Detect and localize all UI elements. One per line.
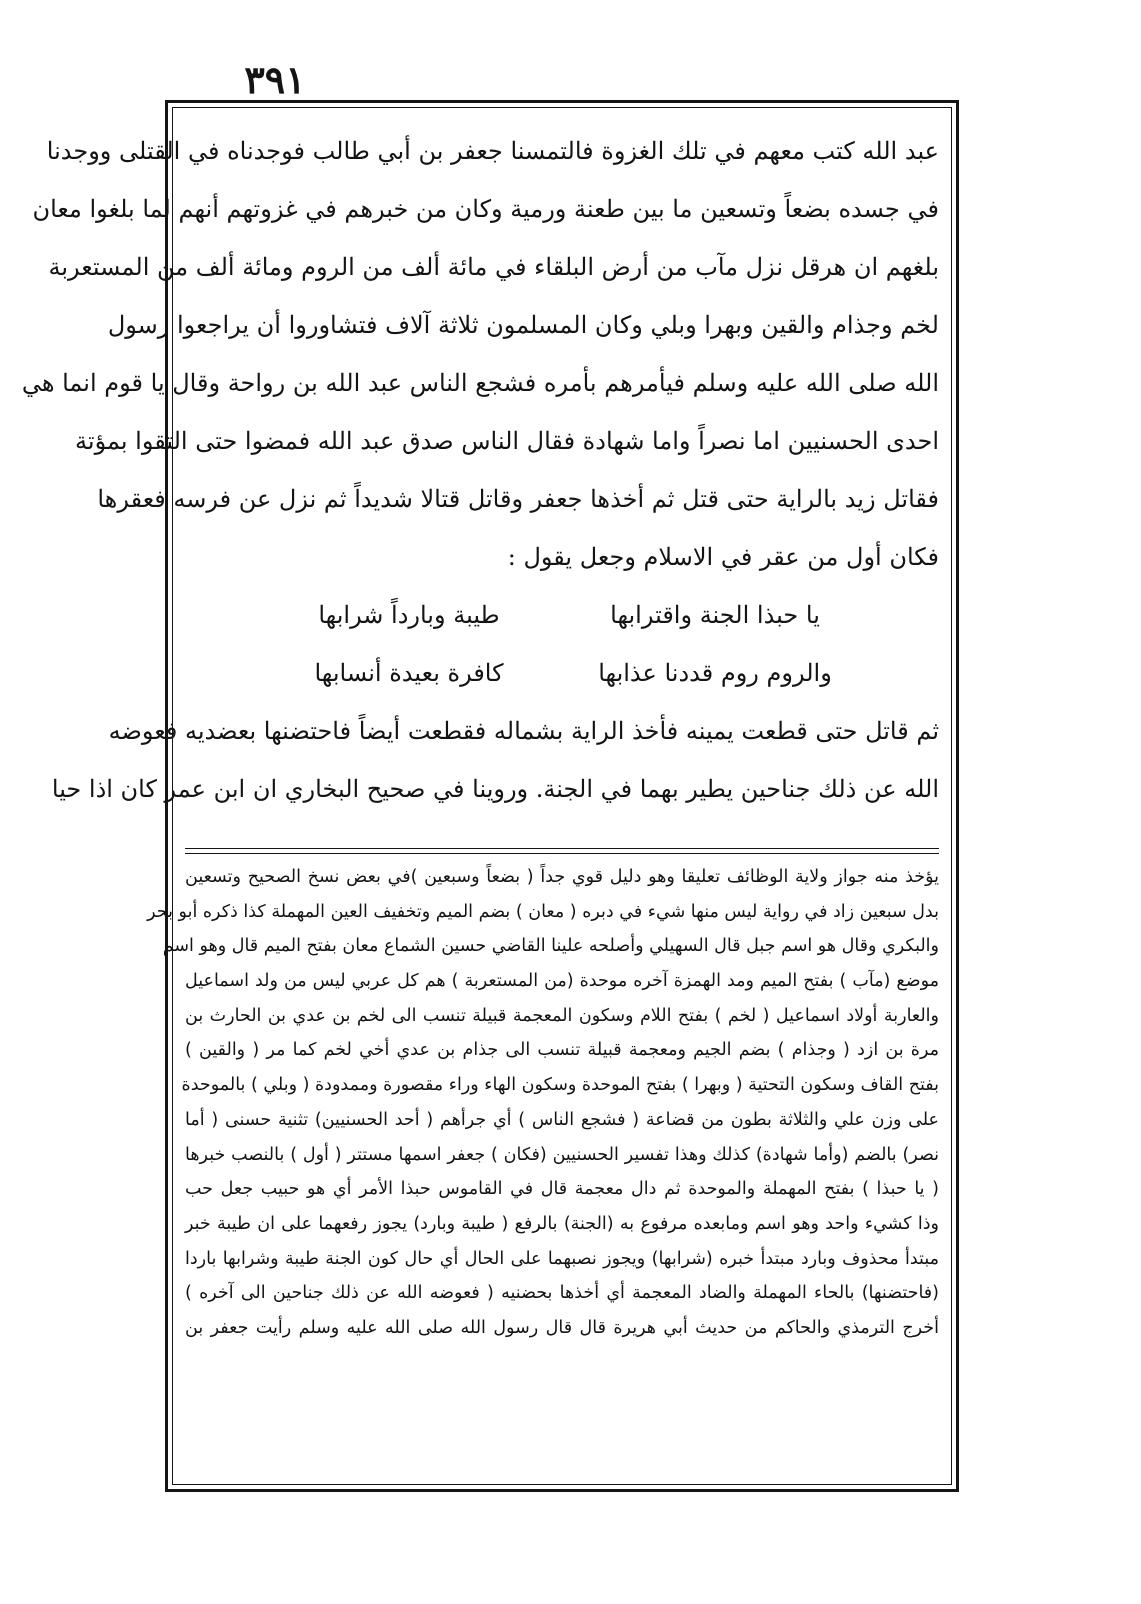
footnote-line: نصر) بالضم (وأما شهادة) كذلك وهذا تفسير الحسنيين (فكان ) جعفر اسمها مستتر ( أول ) بالنصب خبرها — [185, 1144, 939, 1165]
footnote-line: يؤخذ منه جواز ولاية الوظائف تعليقا وهو دليل قوي جداً ( بضعاً وسبعين )في بعض نسخ الصحيح وتسعين — [185, 867, 939, 887]
footnote-line: ( يا حبذا ) بفتح المهملة والموحدة ثم دال معجمة قال في القاموس حبذا الأمر أي هو حبيب جعل حب — [185, 1179, 939, 1200]
main-text-line: لخم وجذام والقين وبهرا وبلي وكان المسلمون ثلاثة آلاف فتشاوروا أن يراجعوا رسول — [107, 311, 939, 339]
footnotes-block — [147, 860, 939, 1346]
footnote-line: والعاربة أولاد اسماعيل ( لخم ) بفتح اللام وسكون المعجمة قبيلة تنسب الى لخم بن عدي بن الحارث بن — [185, 1005, 939, 1026]
main-text-line: ثم قاتل حتى قطعت يمينه فأخذ الراية بشماله فقطعت أيضاً فاحتضنها بعضديه فعوضه — [108, 717, 939, 745]
footnote-line: والبكري وقال هو اسم جبل قال السهيلي وأصلحه علينا القاضي حسين الشماع معان بفتح الميم قال وهو اسم — [162, 936, 939, 957]
main-text-line: بلغهم ان هرقل نزل مآب من أرض البلقاء في مائة ألف من الروم ومائة ألف من المستعربة — [48, 253, 939, 281]
verse-first-hemistich: والروم روم قددنا عذابها — [598, 659, 832, 687]
page-frame — [21, 100, 959, 1492]
page-number: ٣٩١ — [244, 57, 306, 102]
main-text-line: فقاتل زيد بالراية حتى قتل ثم أخذها جعفر وقاتل قتالا شديداً ثم نزل عن فرسه فعقرها — [97, 485, 939, 513]
poem-verse — [185, 644, 939, 702]
footnote-line: وذا كشيء واحد وهو اسم ومابعده مرفوع به (الجنة) بالرفع ( طيبة وبارد) يجوز رفعهما على ان طيبة خبر — [185, 1213, 939, 1234]
footnote-line: موضع (مآب ) بفتح الميم ومد الهمزة آخره موحدة (من المستعربة ) هم كل عربي ليس من ولد اسماعيل — [185, 971, 939, 992]
main-text-line: الله عن ذلك جناحين يطير بهما في الجنة. وروينا في صحيح البخاري ان ابن عمر كان اذا حيا — [51, 775, 939, 803]
footnote-line: بفتح القاف وسكون التحتية ( وبهرا ) بفتح الموحدة وسكون الهاء وراء مقصورة وممدودة ( وبلي ) بالموحدة — [181, 1075, 939, 1096]
footnote-line: مرة بن ازد ( وجذام ) بضم الجيم ومعجمة قبيلة تنسب الى جذام بن عدي أخي لخم كما مر ( والقين ) — [185, 1040, 939, 1061]
footnote-divider — [185, 848, 939, 854]
footnote-line: مبتدأ محذوف وبارد مبتدأ خبره (شرابها) ويجوز نصبهما على الحال أي حال كون الجنة طيبة وشرابها باردا — [185, 1248, 939, 1269]
main-text-line: فكان أول من عقر في الاسلام وجعل يقول : — [507, 543, 939, 571]
main-text-line: احدى الحسنيين اما نصراً واما شهادة فقال الناس صدق عبد الله فمضوا حتى التقوا بمؤتة — [75, 427, 939, 455]
poem-verse — [185, 586, 939, 644]
verse-second-hemistich: كافرة بعيدة أنسابها — [314, 659, 504, 687]
main-text-block — [21, 122, 939, 818]
page-frame-inner — [21, 107, 952, 1485]
footnote-line: على وزن علي والثلاثة بطون من قضاعة ( فشجع الناس ) أي جرأهم ( أحد الحسنيين) تثنية حسنى ( أما — [185, 1109, 939, 1130]
footnote-line: بدل سبعين زاد في رواية ليس منها شيء في دبره ( معان ) بضم الميم وتخفيف العين المهملة كذا ذكره أبو بحر — [147, 901, 939, 922]
main-text-line: في جسده بضعاً وتسعين ما بين طعنة ورمية وكان من خبرهم في غزوتهم أنهم لما بلغوا معان — [32, 195, 939, 223]
main-text-line: عبد الله كتب معهم في تلك الغزوة فالتمسنا جعفر بن أبي طالب فوجدناه في القتلى ووجدنا — [46, 137, 939, 165]
verse-second-hemistich: طيبة وبارداً شرابها — [318, 601, 500, 629]
main-text-line: الله صلى الله عليه وسلم فيأمرهم بأمره فشجع الناس عبد الله بن رواحة وقال يا قوم انما هي — [21, 369, 939, 397]
footnote-line: (فاحتضنها) بالحاء المهملة والضاد المعجمة أي أخذها بحضنيه ( فعوضه الله عن ذلك جناحين الى آخره ) — [185, 1283, 939, 1304]
footnote-line: أخرج الترمذي والحاكم من حديث أبي هريرة قال قال رسول الله صلى الله عليه وسلم رأيت جعفر بن — [185, 1317, 939, 1338]
verse-first-hemistich: يا حبذا الجنة واقترابها — [610, 601, 820, 629]
